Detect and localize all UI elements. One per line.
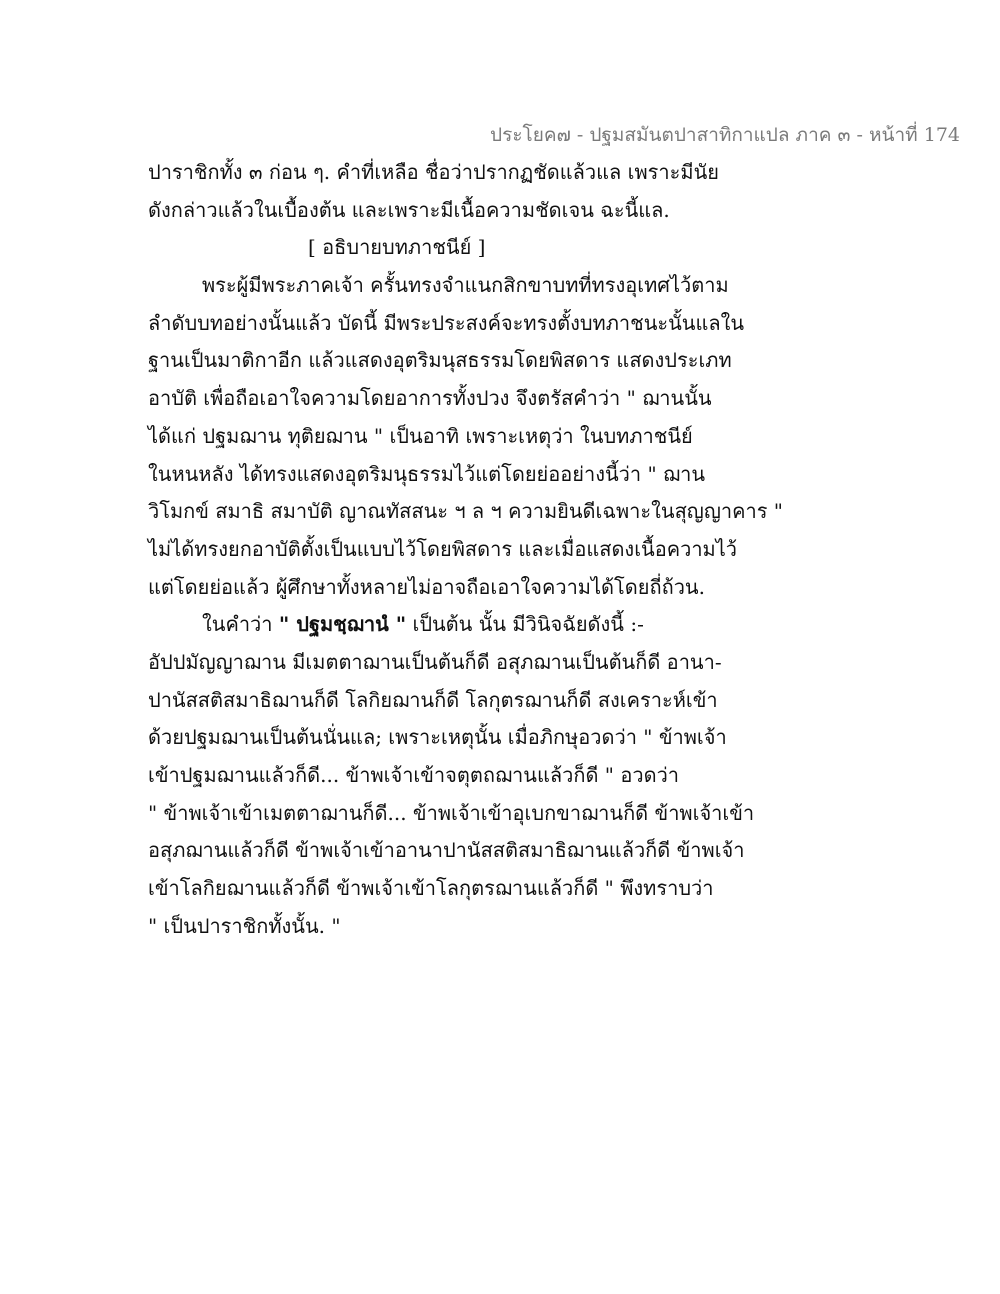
text-line: ได้แก่ ปฐมฌาน ทุติยฌาน " เป็นอาทิ เพราะเหตุว่า ในบทภาชนีย์: [148, 423, 693, 448]
paragraph-first-line: [148, 606, 968, 644]
text-segment: เป็นต้น นั้น มีวินิจฉัยดังนี้ :-: [406, 612, 644, 637]
text-segment: ในคำว่า: [202, 612, 279, 637]
text-line: เข้าปฐมฌานแล้วก็ดี... ข้าพเจ้าเข้าจตุตถฌานแล้วก็ดี " อวดว่า: [148, 763, 680, 787]
text-line: ด้วยปฐมฌานเป็นต้นนั่นแล; เพราะเหตุนั้น เมื่อภิกษุอวดว่า " ข้าพเจ้า: [148, 725, 727, 750]
text-line: อาบัติ เพื่อถือเอาใจความโดยอาการทั้งปวง จึงตรัสคำว่า " ฌานนั้น: [148, 386, 712, 411]
section-heading: [ อธิบายบทภาชนีย์ ]: [308, 235, 486, 260]
text-line: ดังกล่าวแล้วในเบื้องต้น และเพราะมีเนื้อความชัดเจน ฉะนี้แล.: [148, 197, 670, 222]
body-text: [148, 154, 968, 945]
text-line: ปาราชิกทั้ง ๓ ก่อน ๆ. คำที่เหลือ ชื่อว่าปรากฏชัดแล้วแล เพราะมีนัย: [148, 160, 719, 184]
text-line: แต่โดยย่อแล้ว ผู้ศึกษาทั้งหลายไม่อาจถือเอาใจความได้โดยถี่ถ้วน.: [148, 574, 705, 599]
text-line: ปานัสสติสมาธิฌานก็ดี โลกิยฌานก็ดี โลกุตรฌานก็ดี สงเคราะห์เข้า: [148, 687, 718, 712]
text-line: ในหนหลัง ได้ทรงแสดงอุตริมนุธรรมไว้แต่โดยย่ออย่างนี้ว่า " ฌาน: [148, 461, 706, 486]
text-line: อัปปมัญญาฌาน มีเมตตาฌานเป็นต้นก็ดี อสุภฌานเป็นต้นก็ดี อานา-: [148, 649, 722, 674]
text-line: ฐานเป็นมาติกาอีก แล้วแสดงอุตริมนุสธรรมโดยพิสดาร แสดงประเภท: [148, 348, 732, 373]
text-line: " ข้าพเจ้าเข้าเมตตาฌานก็ดี... ข้าพเจ้าเข้าอุเบกขาฌานก็ดี ข้าพเจ้าเข้า: [148, 800, 755, 825]
text-line: " เป็นปาราชิกทั้งนั้น. ": [148, 913, 341, 938]
paragraph-first-line: พระผู้มีพระภาคเจ้า ครั้นทรงจำแนกสิกขาบทที่ทรงอุเทศไว้ตาม: [202, 273, 729, 298]
text-line: ไม่ได้ทรงยกอาบัติตั้งเป็นแบบไว้โดยพิสดาร และเมื่อแสดงเนื้อความไว้: [148, 536, 738, 561]
text-line: ลำดับบทอย่างนั้นแล้ว บัดนี้ มีพระประสงค์จะทรงตั้งบทภาชนะนั้นแลใน: [148, 310, 745, 335]
text-line: เข้าโลกิยฌานแล้วก็ดี ข้าพเจ้าเข้าโลกุตรฌานแล้วก็ดี " พึงทราบว่า: [148, 876, 714, 901]
text-line: วิโมกข์ สมาธิ สมาบัติ ญาณทัสสนะ ฯ ล ฯ ความยินดีเฉพาะในสุญญาคาร ": [148, 499, 784, 524]
bold-term: " ปฐมชฺฌานํ ": [278, 612, 407, 637]
page-header: ประโยค๗ - ปฐมสมันตปาสาทิกาแปล ภาค ๓ - หน้าที่ 174: [490, 124, 960, 146]
text-line: อสุภฌานแล้วก็ดี ข้าพเจ้าเข้าอานาปานัสสติสมาธิฌานแล้วก็ดี ข้าพเจ้า: [148, 838, 745, 863]
